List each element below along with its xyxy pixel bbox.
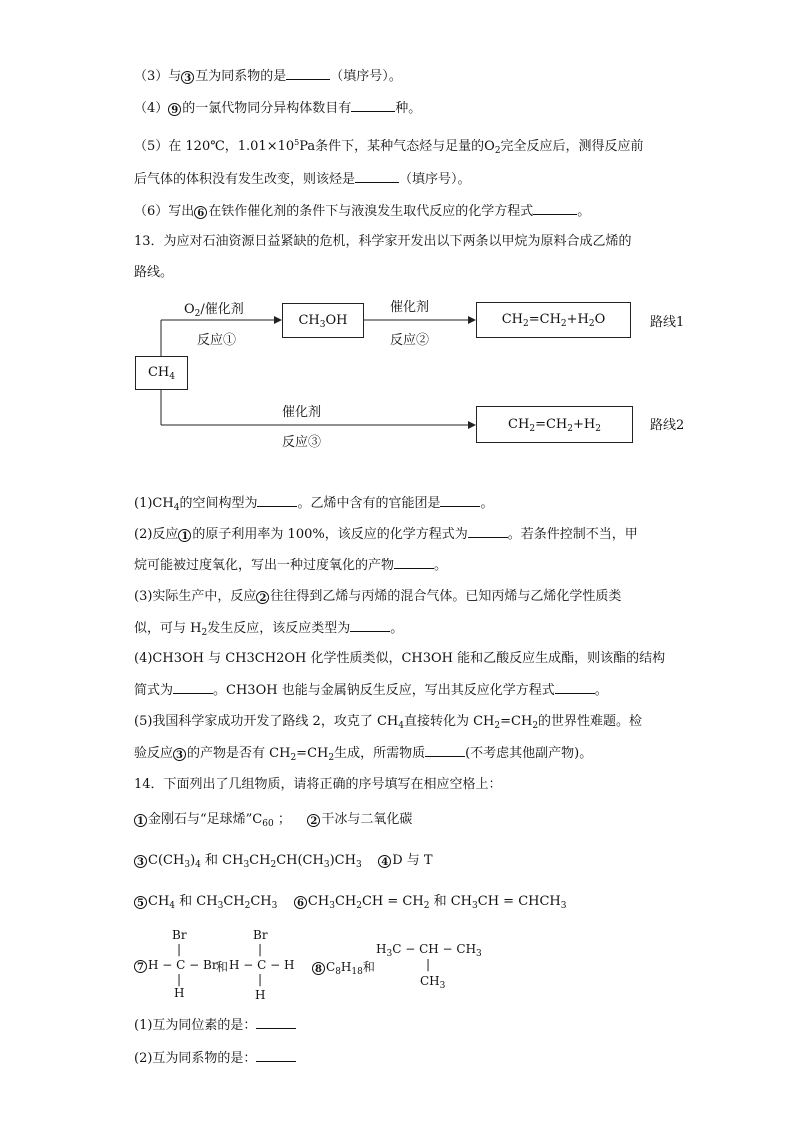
q12-item-5b: 后气体的体积没有发生改变，则该烃是 （填序号）。 — [134, 172, 471, 187]
circled-2: 2 — [256, 591, 269, 604]
q12-item-3: （3）与 3 互为同系物的是 （填序号）。 — [134, 69, 402, 84]
circled-6: 6 — [194, 206, 207, 219]
q14-intro: 14．下面列出了几组物质，请将正确的序号填写在相应空格上： — [134, 777, 502, 792]
o2-catalyst-label: $O_2/$催化剂 — [184, 302, 244, 319]
isobutane-structure: $H_3C$ − CH − $CH_3$ | $CH_3$ — [376, 942, 482, 991]
circled-3: 3 — [181, 71, 194, 84]
answer-blank[interactable] — [468, 525, 508, 538]
reaction-2-label: 反应② — [390, 333, 430, 348]
and-text: 和 — [216, 960, 229, 974]
circled-1: 1 — [134, 814, 147, 827]
q14-item-5-6: 5 $CH_4$ 和 $CH_3CH_2CH_3$ 6 $CH_3CH_2CH = CH_2$ 和 $CH_3CH$ = $CHCH_3$ — [134, 893, 567, 915]
catalyst-3-label: 催化剂 — [282, 405, 322, 420]
answer-blank[interactable] — [256, 1049, 296, 1062]
reaction-3-label: 反应③ — [282, 435, 322, 450]
q13-sub-4b: 简式为 。CH3OH 也能与金属钠反生反应，写出其反应化学方程式 。 — [134, 683, 608, 698]
ch3oh-box: $CH_3OH$ — [282, 303, 364, 338]
answer-blank[interactable] — [256, 1016, 296, 1029]
q12-item-5a: （5）在 120℃，$1.01\times 10^5Pa$条件下，某种气态烃与足量的$O_2$完全反应后，测得反应前 — [134, 138, 644, 156]
q13-sub-4a: (4)CH3OH 与 CH3CH2OH 化学性质类似，CH3OH 能和乙酸反应生成酯，则该酯的结构 — [134, 651, 666, 666]
q13-sub-5a: (5)我国科学家成功开发了路线 2，攻克了 $CH_4$直接转化为 $CH_2=CH_2$的世界性难题。检 — [134, 714, 643, 731]
q14-item-7-mark — [134, 958, 148, 973]
circled-8: 8 — [312, 962, 325, 975]
q13-sub-3b: 似，可与 $H_2$发生反应，该反应类型为 。 — [134, 621, 404, 638]
answer-blank[interactable] — [440, 494, 480, 507]
ch4-box: $CH_4$ — [135, 356, 188, 390]
q13-intro-line1: 13．为应对石油资源日益紧缺的危机，科学家开发出以下两条以甲烷为原料合成乙烯的 — [134, 234, 632, 249]
dibromomethane-structure-a: Br | H − C − Br | H — [148, 928, 218, 1000]
circled-3: 3 — [134, 855, 147, 868]
route-1-label: 路线1 — [650, 315, 685, 330]
q13-sub-5b: 验反应 3 的产物是否有 $CH_2=CH_2$生成，所需物质 (不考虑其他副产物)。 — [134, 746, 593, 763]
q12-item-4: （4） 9 的一氯代物同分异构体数目有 种。 — [134, 101, 422, 116]
route-2-label: 路线2 — [650, 418, 685, 433]
reaction-1-label: 反应① — [197, 333, 237, 348]
product1-box: $CH_2=CH_2+H_2O$ — [476, 302, 631, 338]
answer-blank[interactable] — [394, 556, 434, 569]
q13-sub-2b: 烷可能被过度氧化，写出一种过度氧化的产物 。 — [134, 558, 448, 573]
q13-sub-2a: (2)反应 1 的原子利用率为 100%，该反应的化学方程式为 。若条件控制不当，甲 — [134, 527, 638, 542]
q13-intro-line2: 路线。 — [134, 265, 174, 280]
q13-sub-1: $(1)CH_4$的空间构型为 。乙烯中含有的官能团是 。 — [134, 496, 494, 513]
answer-blank[interactable] — [425, 744, 465, 757]
product2-box: $CH_2=CH_2+H_2$ — [476, 406, 633, 443]
circled-4: 4 — [378, 855, 391, 868]
q14-item-1-2: 1 金刚石与“足球烯$”C_{60}$ ； 2 干冰与二氧化碳 — [134, 811, 412, 833]
circled-5: 5 — [134, 896, 147, 909]
circled-6: 6 — [294, 896, 307, 909]
q14-item-8: 8 $C_8H_{18}$和 — [312, 958, 375, 977]
dibromomethane-structure-b: Br | H − C − H | H — [229, 928, 295, 1002]
q12-item-6: （6）写出 6 在铁作催化剂的条件下与液溴发生取代反应的化学方程式 。 — [134, 204, 591, 219]
answer-blank[interactable] — [350, 619, 390, 632]
circled-2: 2 — [307, 814, 320, 827]
answer-blank[interactable] — [555, 681, 595, 694]
catalyst-2-label: 催化剂 — [390, 300, 430, 315]
circled-7: 7 — [134, 960, 147, 973]
answer-blank[interactable] — [173, 681, 213, 694]
circled-9: 9 — [168, 103, 181, 116]
q14-sub-1: (1)互为同位素的是： — [134, 1016, 296, 1035]
answer-blank[interactable] — [257, 494, 297, 507]
circled-1: 1 — [178, 529, 191, 542]
q13-sub-3a: (3)实际生产中，反应 2 往往得到乙烯与丙烯的混合气体。已知丙烯与乙烯化学性质类 — [134, 589, 622, 604]
q14-item-3-4: 3 $C(CH_3)_4$ 和 $CH_3CH_2CH(CH_3)CH_3$ 4 D 与 T — [134, 852, 433, 874]
q14-sub-2: (2)互为同系物的是： — [134, 1049, 296, 1068]
circled-3: 3 — [173, 748, 186, 761]
